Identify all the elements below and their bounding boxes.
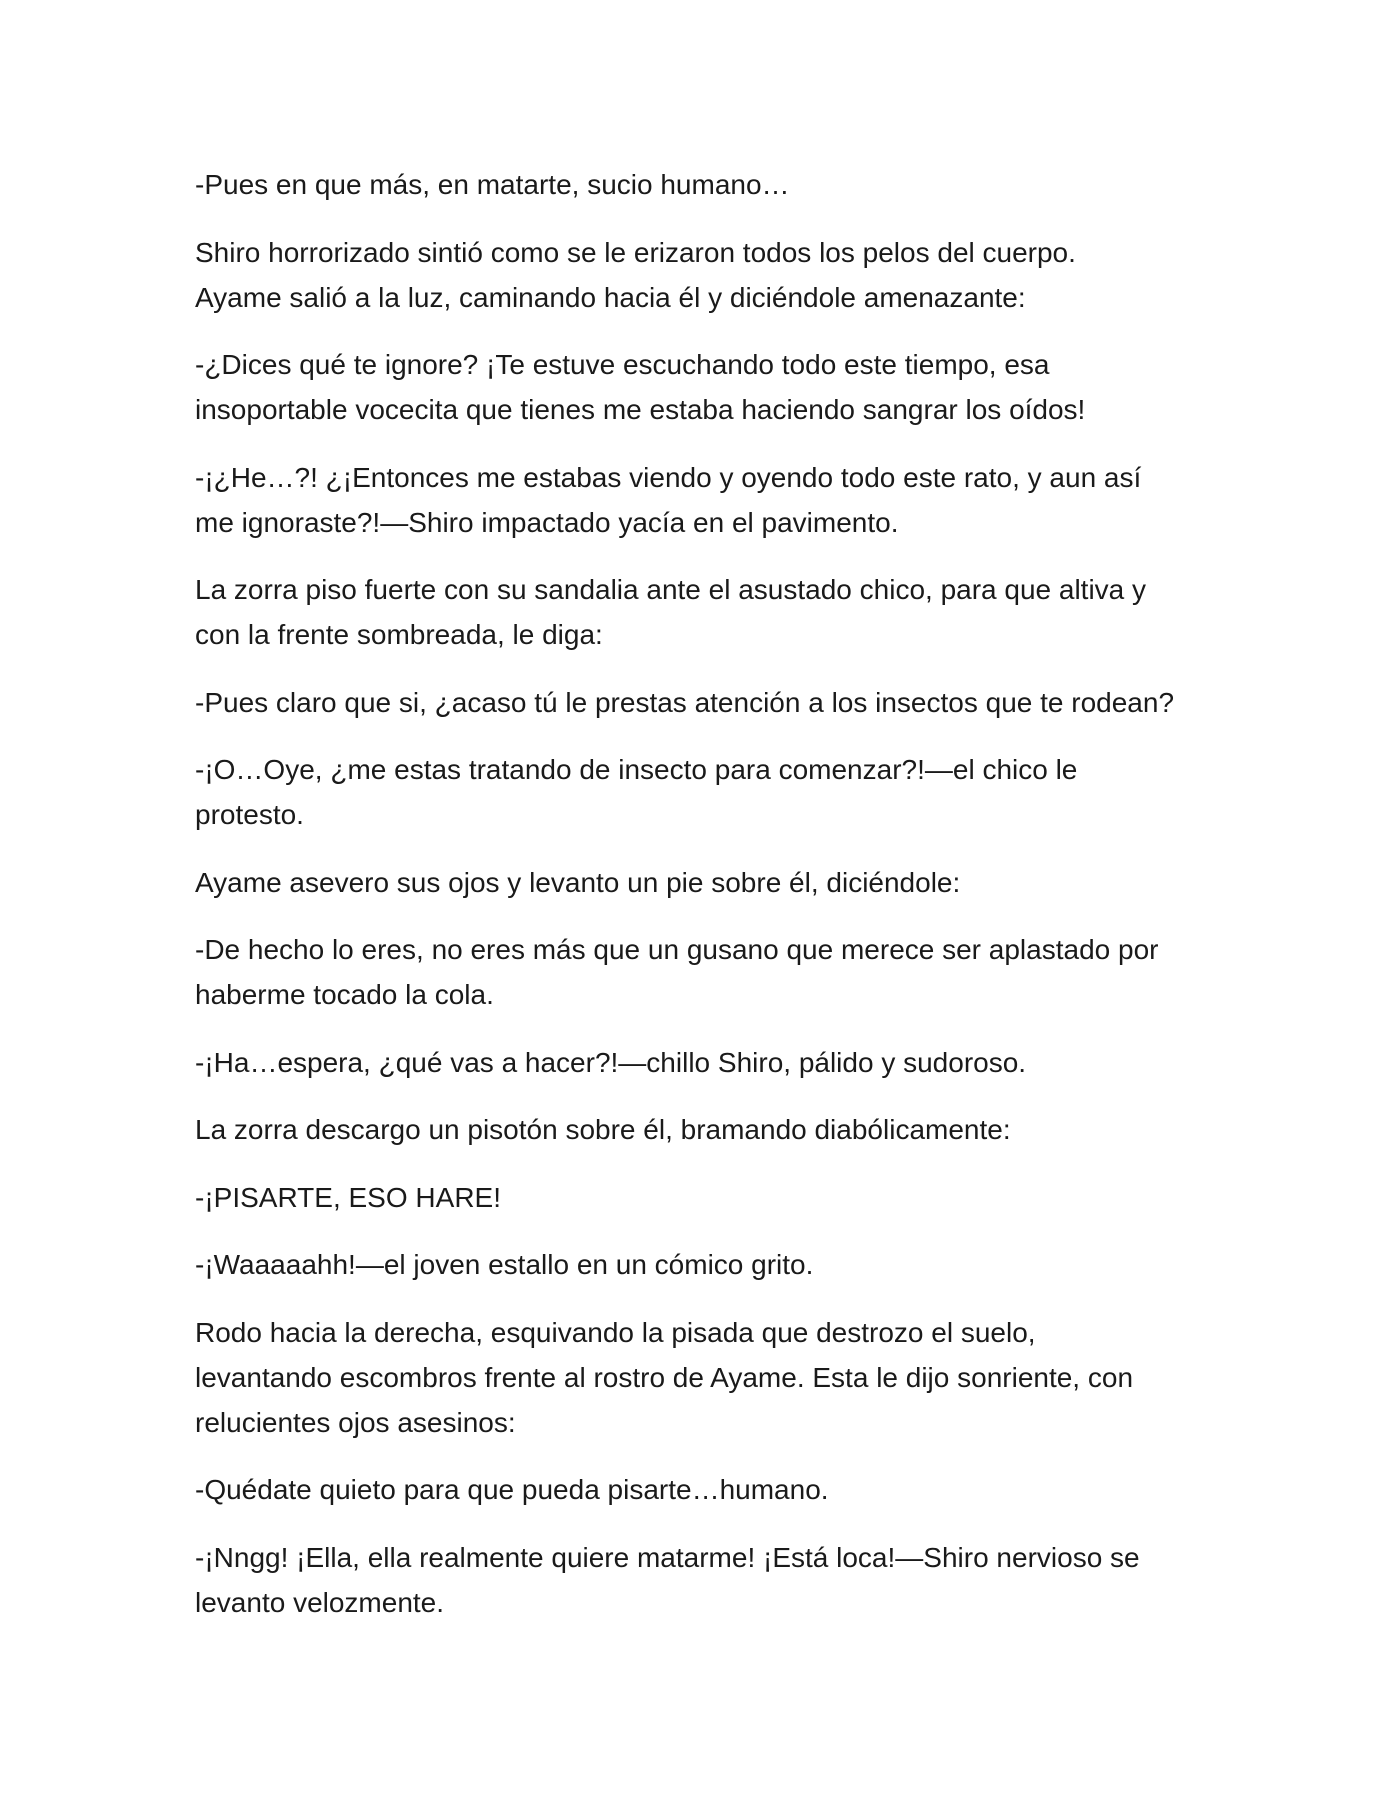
paragraph: -¡O…Oye, ¿me estas tratando de insecto para comenzar?!—el chico le protesto.	[195, 754, 1078, 830]
paragraph: -Pues claro que si, ¿acaso tú le prestas atención a los insectos que te rodean?	[195, 686, 1175, 718]
paragraph: -Pues en que más, en matarte, sucio humano…	[195, 169, 790, 200]
paragraph: La zorra descargo un pisotón sobre él, bramando diabólicamente:	[195, 1114, 1011, 1145]
paragraph: -De hecho lo eres, no eres más que un gusano que merece ser aplastado por haberme tocado la cola.	[195, 934, 1159, 1010]
paragraph: -¿Dices qué te ignore? ¡Te estuve escuchando todo este tiempo, esa insoportable vocecita que tienes me estaba haciendo sangrar los oídos!	[195, 349, 1086, 425]
paragraph: Shiro horrorizado sintió como se le erizaron todos los pelos del cuerpo. Ayame salió a la luz, caminando hacia él y diciéndole amenazante:	[195, 236, 1076, 313]
paragraph: Ayame asevero sus ojos y levanto un pie sobre él, diciéndole:	[195, 866, 961, 898]
paragraph: Rodo hacia la derecha, esquivando la pisada que destrozo el suelo, levantando escombros frente al rostro de Ayame. Esta le dijo sonriente, con relucientes ojos asesinos:	[195, 1316, 1134, 1438]
paragraph: La zorra piso fuerte con su sandalia ante el asustado chico, para que altiva y con la frente sombreada, le diga:	[195, 574, 1147, 650]
paragraph: -¡PISARTE, ESO HARE!	[195, 1181, 501, 1213]
document-body	[195, 162, 1215, 1625]
paragraph: -Quédate quieto para que pueda pisarte…humano.	[195, 1474, 829, 1505]
paragraph: -¡Nngg! ¡Ella, ella realmente quiere matarme! ¡Está loca!—Shiro nervioso se levanto velozmente.	[195, 1541, 1140, 1618]
paragraph: -¡Waaaaahh!—el joven estallo en un cómico grito.	[195, 1249, 814, 1280]
paragraph: -¡¿He…?! ¿¡Entonces me estabas viendo y oyendo todo este rato, y aun así me ignoraste?!—Shiro impactado yacía en el pavimento.	[195, 461, 1142, 538]
paragraph: -¡Ha…espera, ¿qué vas a hacer?!—chillo Shiro, pálido y sudoroso.	[195, 1046, 1027, 1078]
